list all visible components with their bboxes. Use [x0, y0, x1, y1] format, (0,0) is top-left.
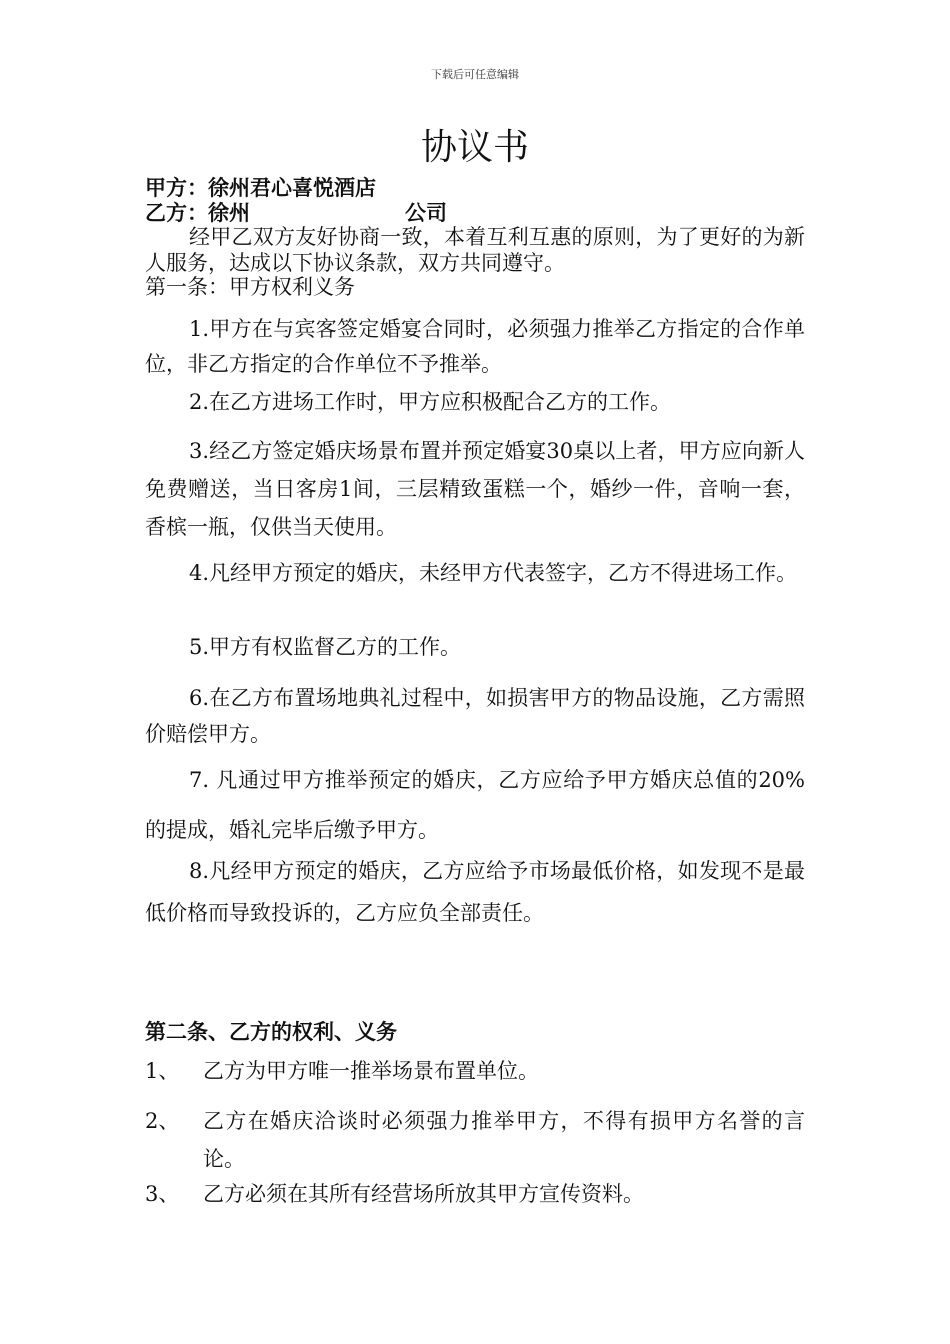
article1-item-8: 8.凡经甲方预定的婚庆，乙方应给予市场最低价格，如发现不是最低价格而导致投诉的，乙方应负全部责任。	[145, 859, 805, 925]
article2-title: 第二条、乙方的权利、义务	[145, 1020, 397, 1044]
article2-item-1	[145, 1055, 805, 1087]
article1-item-4: 4.凡经甲方预定的婚庆，未经甲方代表签字，乙方不得进场工作。	[189, 561, 798, 585]
party-a-label: 甲方：	[145, 176, 208, 200]
party-a-line	[145, 176, 376, 200]
article1-item-1: 1.甲方在与宾客签定婚宴合同时，必须强力推举乙方指定的合作单位，非乙方指定的合作单位不予推举。	[145, 317, 805, 376]
party-b-name: 徐州	[208, 201, 250, 225]
party-b-line	[145, 201, 447, 225]
party-b-suffix: 公司	[405, 201, 447, 225]
party-a-name: 徐州君心喜悦酒店	[208, 176, 376, 200]
party-b-label: 乙方：	[145, 201, 208, 225]
article1-item-3: 3.经乙方签定婚庆场景布置并预定婚宴30桌以上者，甲方应向新人免费赠送，当日客房1间，三层精致蛋糕一个，婚纱一件，音响一套，香槟一瓶，仅供当天使用。	[145, 439, 805, 539]
article1-title: 第一条：甲方权利义务	[145, 275, 355, 299]
article1-item-5: 5.甲方有权监督乙方的工作。	[189, 635, 462, 659]
article2-item-1-text: 乙方为甲方唯一推举场景布置单位。	[203, 1059, 539, 1083]
article2-item-3	[145, 1178, 805, 1210]
article2-item-2	[145, 1102, 805, 1178]
article2-item-2-number: 2、	[145, 1109, 180, 1133]
article1-item-2: 2.在乙方进场工作时，甲方应积极配合乙方的工作。	[189, 390, 672, 414]
header-note: 下载后可任意编辑	[431, 68, 519, 81]
article2-item-3-text: 乙方必须在其所有经营场所放其甲方宣传资料。	[203, 1182, 644, 1206]
article2-item-1-number: 1、	[145, 1059, 180, 1083]
article2-item-3-number: 3、	[145, 1182, 180, 1206]
article2-item-2-text: 乙方在婚庆洽谈时必须强力推举甲方，不得有损甲方名誉的言论。	[203, 1109, 805, 1171]
article1-item-6: 6.在乙方布置场地典礼过程中，如损害甲方的物品设施，乙方需照价赔偿甲方。	[145, 686, 805, 746]
document-title: 协议书	[420, 127, 529, 168]
intro-paragraph: 经甲乙双方友好协商一致，本着互利互惠的原则，为了更好的为新人服务，达成以下协议条款，双方共同遵守。	[145, 225, 805, 275]
article1-item-7: 7. 凡通过甲方推举预定的婚庆，乙方应给予甲方婚庆总值的20%的提成，婚礼完毕后缴予甲方。	[145, 768, 805, 842]
